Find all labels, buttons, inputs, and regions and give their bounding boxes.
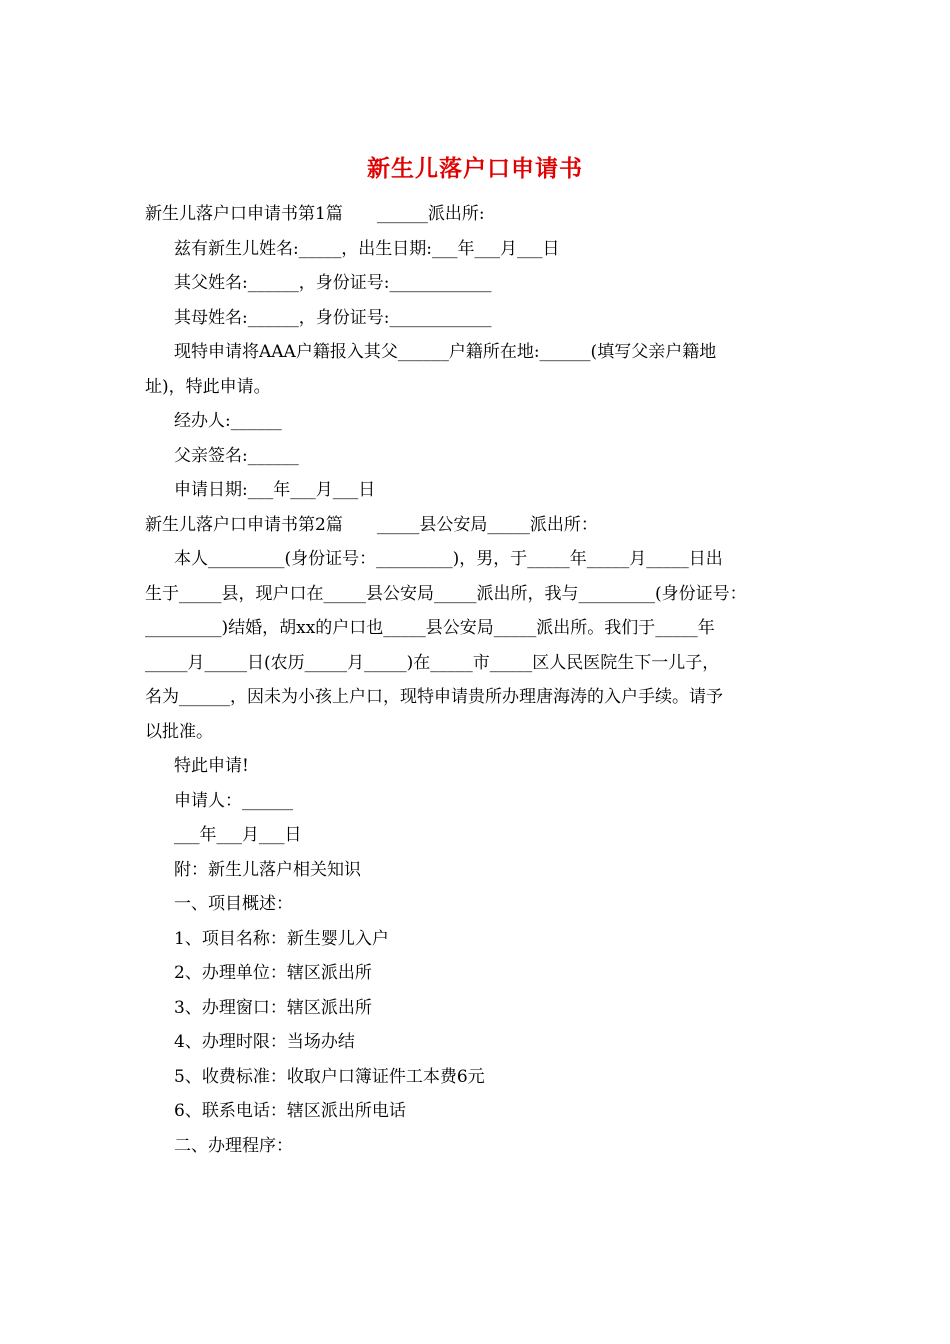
paragraph-line: 其母姓名:______，身份证号:____________ bbox=[174, 307, 492, 328]
paragraph-line: 二、办理程序： bbox=[174, 1135, 293, 1156]
paragraph-line: 2、办理单位：辖区派出所 bbox=[174, 963, 372, 983]
paragraph-line: 6、联系电话：辖区派出所电话 bbox=[174, 1101, 406, 1121]
paragraph-line: 以批准。 bbox=[145, 721, 213, 742]
paragraph-line: _____月_____日(农历_____月_____)在_____市_____区人民医院生下一儿子， bbox=[145, 652, 720, 673]
paragraph-line: 父亲签名:______ bbox=[174, 445, 299, 466]
paragraph-line: 经办人:______ bbox=[174, 411, 282, 431]
paragraph-line: 申请人：______ bbox=[174, 790, 293, 811]
paragraph-line: 新生儿落户口申请书第1篇 ______派出所: bbox=[145, 204, 485, 224]
paragraph-line: 其父姓名:______，身份证号:____________ bbox=[174, 273, 492, 293]
paragraph-line: _________)结婚，胡xx的户口也_____县公安局_____派出所。我们于_____年 bbox=[145, 618, 715, 638]
paragraph-line: 特此申请! bbox=[174, 756, 249, 776]
paragraph-line: 兹有新生儿姓名:_____，出生日期:___年___月___日 bbox=[174, 238, 560, 259]
paragraph-line: 申请日期:___年___月___日 bbox=[174, 480, 376, 500]
paragraph-line: 3、办理窗口：辖区派出所 bbox=[174, 997, 372, 1018]
paragraph-line: 1、项目名称：新生婴儿入户 bbox=[174, 928, 389, 949]
paragraph-line: 名为______，因未为小孩上户口，现特申请贵所办理唐海涛的入户手续。请予 bbox=[145, 687, 723, 707]
paragraph-line: 本人_________(身份证号：_________)，男，于_____年_____月_____日出 bbox=[174, 549, 723, 569]
paragraph-line: 4、办理时限：当场办结 bbox=[174, 1032, 355, 1052]
paragraph-line: 址)，特此申请。 bbox=[145, 376, 271, 397]
document-title: 新生儿落户口申请书 bbox=[367, 155, 583, 182]
document-body bbox=[145, 197, 810, 1163]
paragraph-line: 一、项目概述： bbox=[174, 894, 293, 914]
paragraph-line: ___年___月___日 bbox=[174, 825, 302, 845]
paragraph-line: 现特申请将AAA户籍报入其父______户籍所在地:______(填写父亲户籍地 bbox=[174, 342, 717, 362]
paragraph-line: 生于_____县，现户口在_____县公安局_____派出所，我与_________(身份证号： bbox=[145, 583, 747, 604]
paragraph-line: 附：新生儿落户相关知识 bbox=[174, 859, 361, 880]
paragraph-line: 5、收费标准：收取户口簿证件工本费6元 bbox=[174, 1066, 485, 1087]
paragraph-line: 新生儿落户口申请书第2篇 _____县公安局_____派出所： bbox=[145, 514, 598, 535]
